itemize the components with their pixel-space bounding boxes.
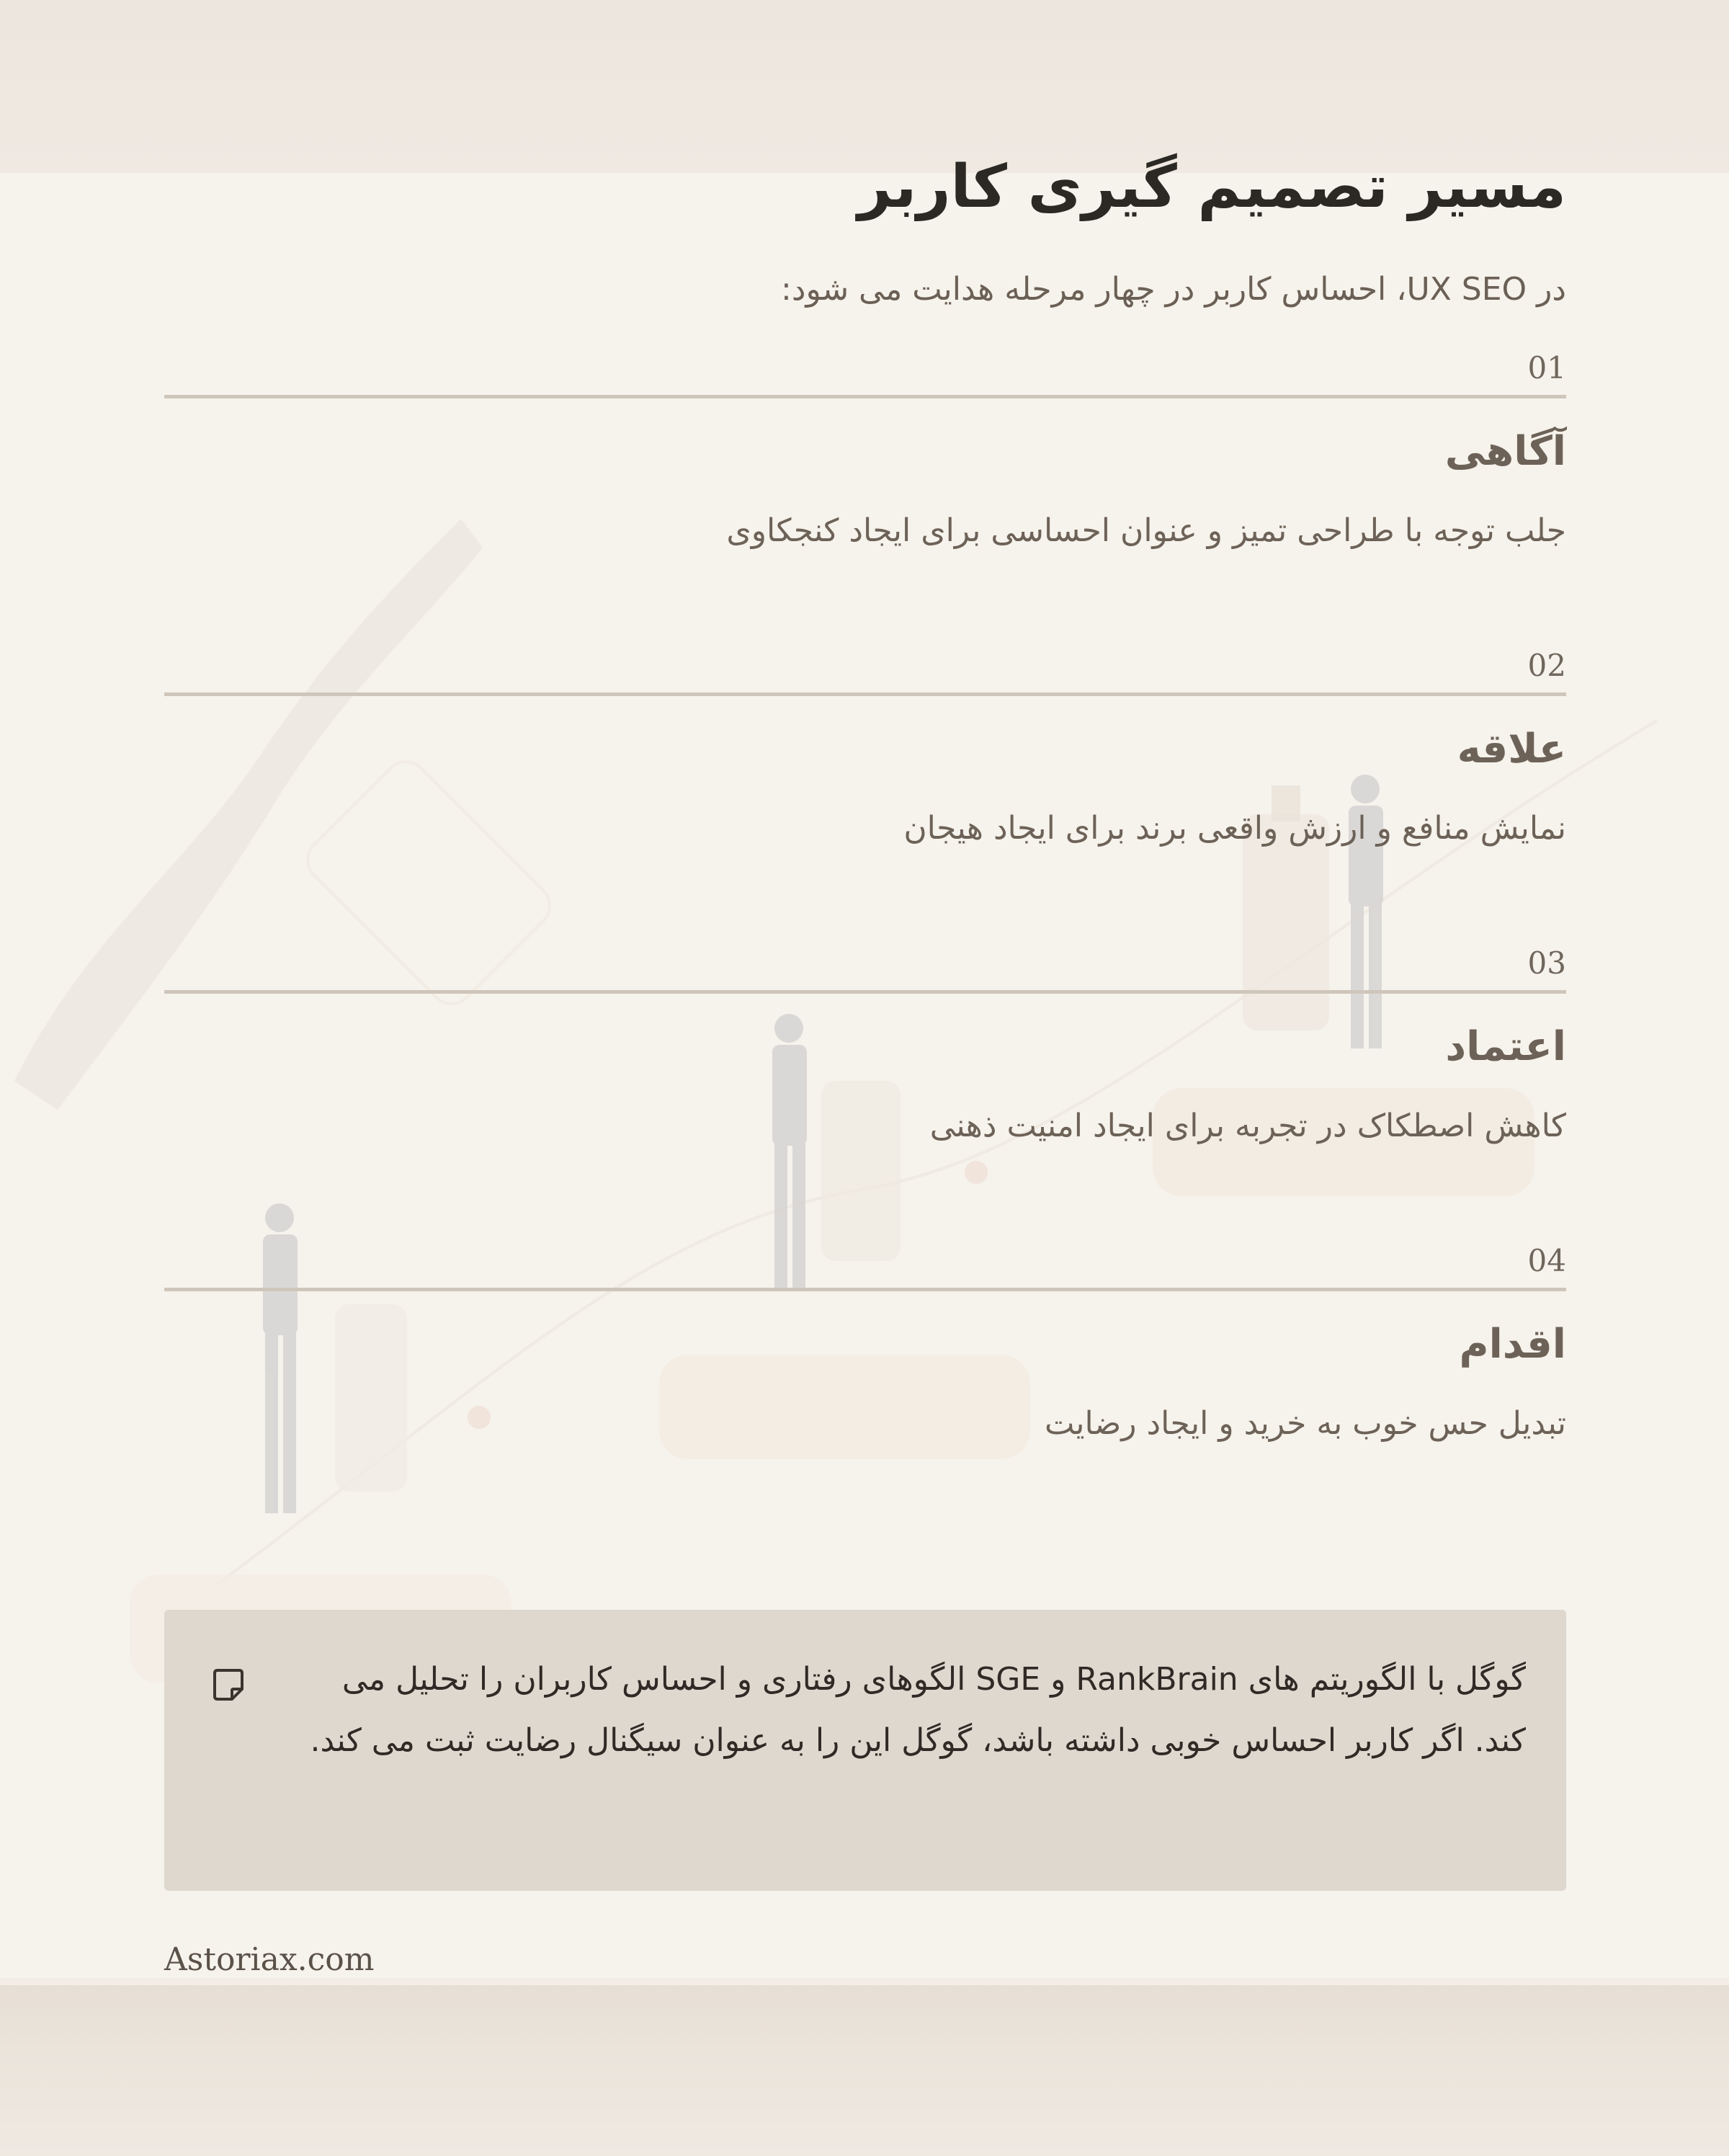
- step-number: 01: [1527, 350, 1566, 386]
- footer-site-name: Astoriax.com: [164, 1941, 375, 1978]
- page-subtitle: در UX SEO، احساس کاربر در چهار مرحله هدایت می شود:: [781, 271, 1566, 308]
- step-title: علاقه: [1457, 726, 1566, 772]
- page-title: مسیر تصمیم گیری کاربر: [857, 153, 1566, 221]
- note-box: [164, 1610, 1566, 1891]
- step-interest: [164, 648, 1566, 945]
- note-icon: [209, 1666, 248, 1705]
- decision-steps: [164, 350, 1566, 1541]
- step-divider: [164, 1288, 1566, 1291]
- note-text: گوگل با الگوریتم های RankBrain و SGE الگوهای رفتاری و احساس کاربران را تحلیل می کند. اگر کاربر احساس خوبی داشته باشد، گوگل این را به عنوان سیگنال رضایت ثبت می کند.: [310, 1661, 1526, 1759]
- step-number: 03: [1527, 945, 1566, 981]
- step-description: کاهش اصطکاک در تجربه برای ایجاد امنیت ذهنی: [929, 1108, 1566, 1144]
- main-content: [164, 144, 1566, 1541]
- step-awareness: [164, 350, 1566, 648]
- step-trust: [164, 945, 1566, 1243]
- step-description: نمایش منافع و ارزش واقعی برند برای ایجاد هیجان: [903, 810, 1566, 847]
- step-title: آگاهی: [1444, 428, 1566, 475]
- step-divider: [164, 395, 1566, 398]
- step-title: اقدام: [1459, 1321, 1566, 1368]
- step-number: 02: [1527, 648, 1566, 683]
- step-title: اعتماد: [1445, 1023, 1566, 1070]
- step-description: جلب توجه با طراحی تمیز و عنوان احساسی برای ایجاد کنجکاوی: [726, 512, 1566, 549]
- background-bottom-band: [0, 1985, 1729, 2156]
- step-number: 04: [1527, 1243, 1566, 1278]
- step-divider: [164, 990, 1566, 994]
- step-divider: [164, 692, 1566, 696]
- step-description: تبدیل حس خوب به خرید و ایجاد رضایت: [1045, 1405, 1566, 1442]
- step-action: [164, 1243, 1566, 1541]
